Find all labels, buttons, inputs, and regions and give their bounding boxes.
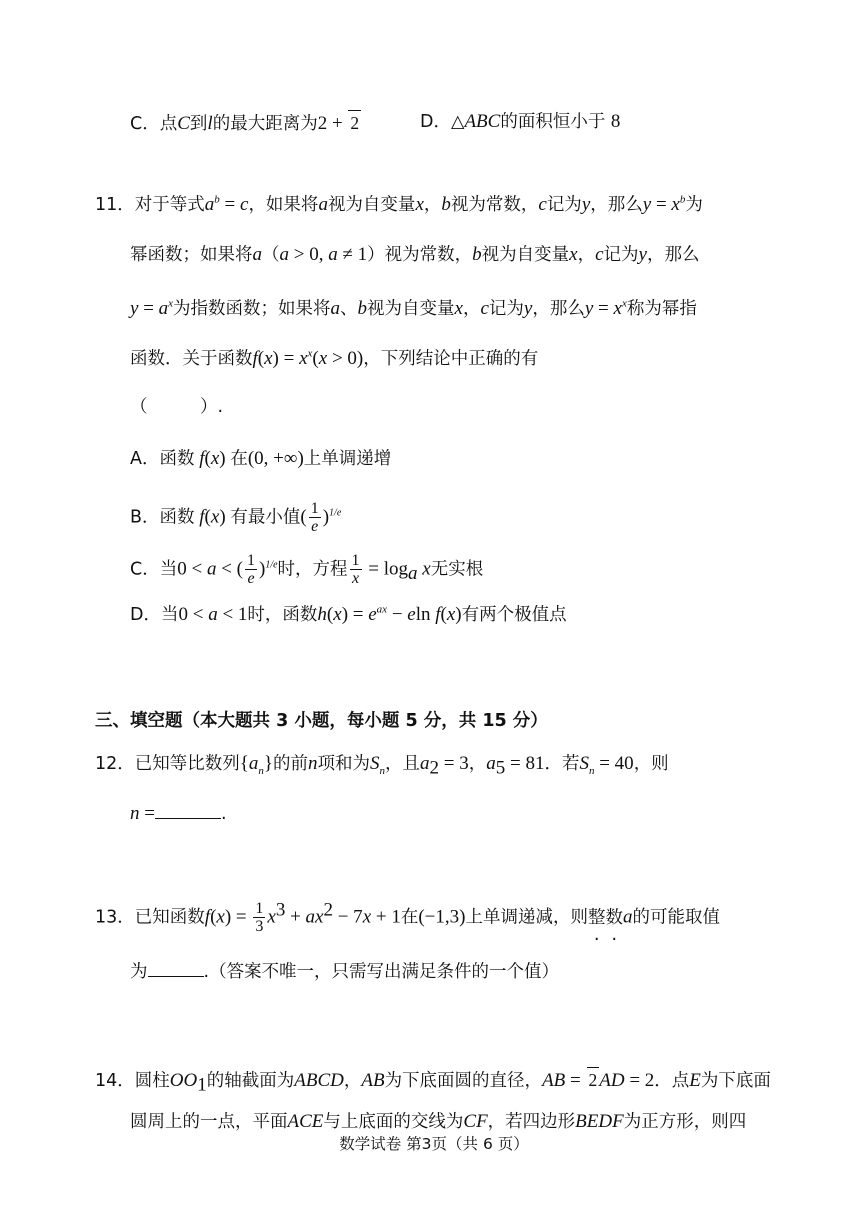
q10-option-c: C．点C到l的最大距离为2 + 2 — [130, 110, 361, 136]
q10-option-d: D．△ABC的面积恒小于 8 — [420, 111, 621, 132]
q12-line-2: n = . — [130, 800, 227, 826]
q14-line-1: 14．圆柱$OO_1$的轴截面为ABCD，AB为下底面圆的直径，AB = 2 AD = 2．点E为下底面 — [95, 1067, 771, 1093]
q13-answer-blank[interactable] — [148, 958, 204, 977]
q14-number: 14． — [95, 1071, 135, 1091]
page-footer: 数学试卷 第3页（共 6 页） — [339, 1135, 529, 1153]
q11-option-c: C．当0 < a < ( $\frac{1}{e}$ )$^{1/e}$时，方程 $\frac{1}{x}$ = $\log_a x$无实根 — [130, 552, 484, 587]
q12-number: 12． — [95, 754, 135, 774]
q11-line-1: 11．对于等式$a^b = c$，如果将a视为自变量x，b视为常数，c记为y，那么$y = x^b$为 — [95, 193, 703, 215]
q13-line-2: 为 .（答案不唯一，只需写出满足条件的一个值） — [130, 958, 559, 984]
q11-option-b: B．函数 f(x) 有最小值( $\frac{1}{e}$ )$^{1/e}$ — [130, 500, 342, 535]
q13-number: 13． — [95, 907, 135, 928]
q11-line-4: 函数．关于函数$f(x) = x^x(x > 0)$，下列结论中正确的有 — [130, 347, 539, 369]
q14-line-2: 圆周上的一点，平面ACE与上底面的交线为CF，若四边形BEDF为正方形，则四 — [130, 1111, 747, 1132]
q11-option-d: D．当0 < a < 1时，函数$h(x) = e^{ax} - eln$ f(x)有两个极值点 — [130, 603, 567, 625]
q13-line-1: 13．已知函数f(x) = $\frac{1}{3}$ $x^3 + ax^2 - 7x + 1$在(−1,3)上单调递减，则整数a的可能取值 — [95, 899, 720, 935]
q11-answer-paren: （ ）. — [130, 397, 224, 417]
q11-line-2: 幂函数；如果将a（a > 0, a ≠ 1）视为常数，b视为自变量x，c记为y，那么 — [130, 244, 700, 265]
q11-number: 11． — [95, 195, 135, 215]
section-heading: 三、填空题（本大题共 3 小题，每小题 5 分，共 15 分） — [95, 711, 548, 731]
q12-answer-blank[interactable] — [155, 800, 221, 819]
q11-option-a: A．函数 f(x) 在(0, +∞)上单调递增 — [130, 448, 392, 469]
q11-line-3: $y = a^x$为指数函数；如果将a、b视为自变量x，c记为y，那么$y = x^x$称为幂指 — [130, 297, 697, 319]
q12-line-1: 12．已知等比数列$\{a_n\}$的前n项和为$S_n$，且$a_2 = 3$，$a_5 = 81$．若$S_n = 40$，则 — [95, 753, 669, 779]
